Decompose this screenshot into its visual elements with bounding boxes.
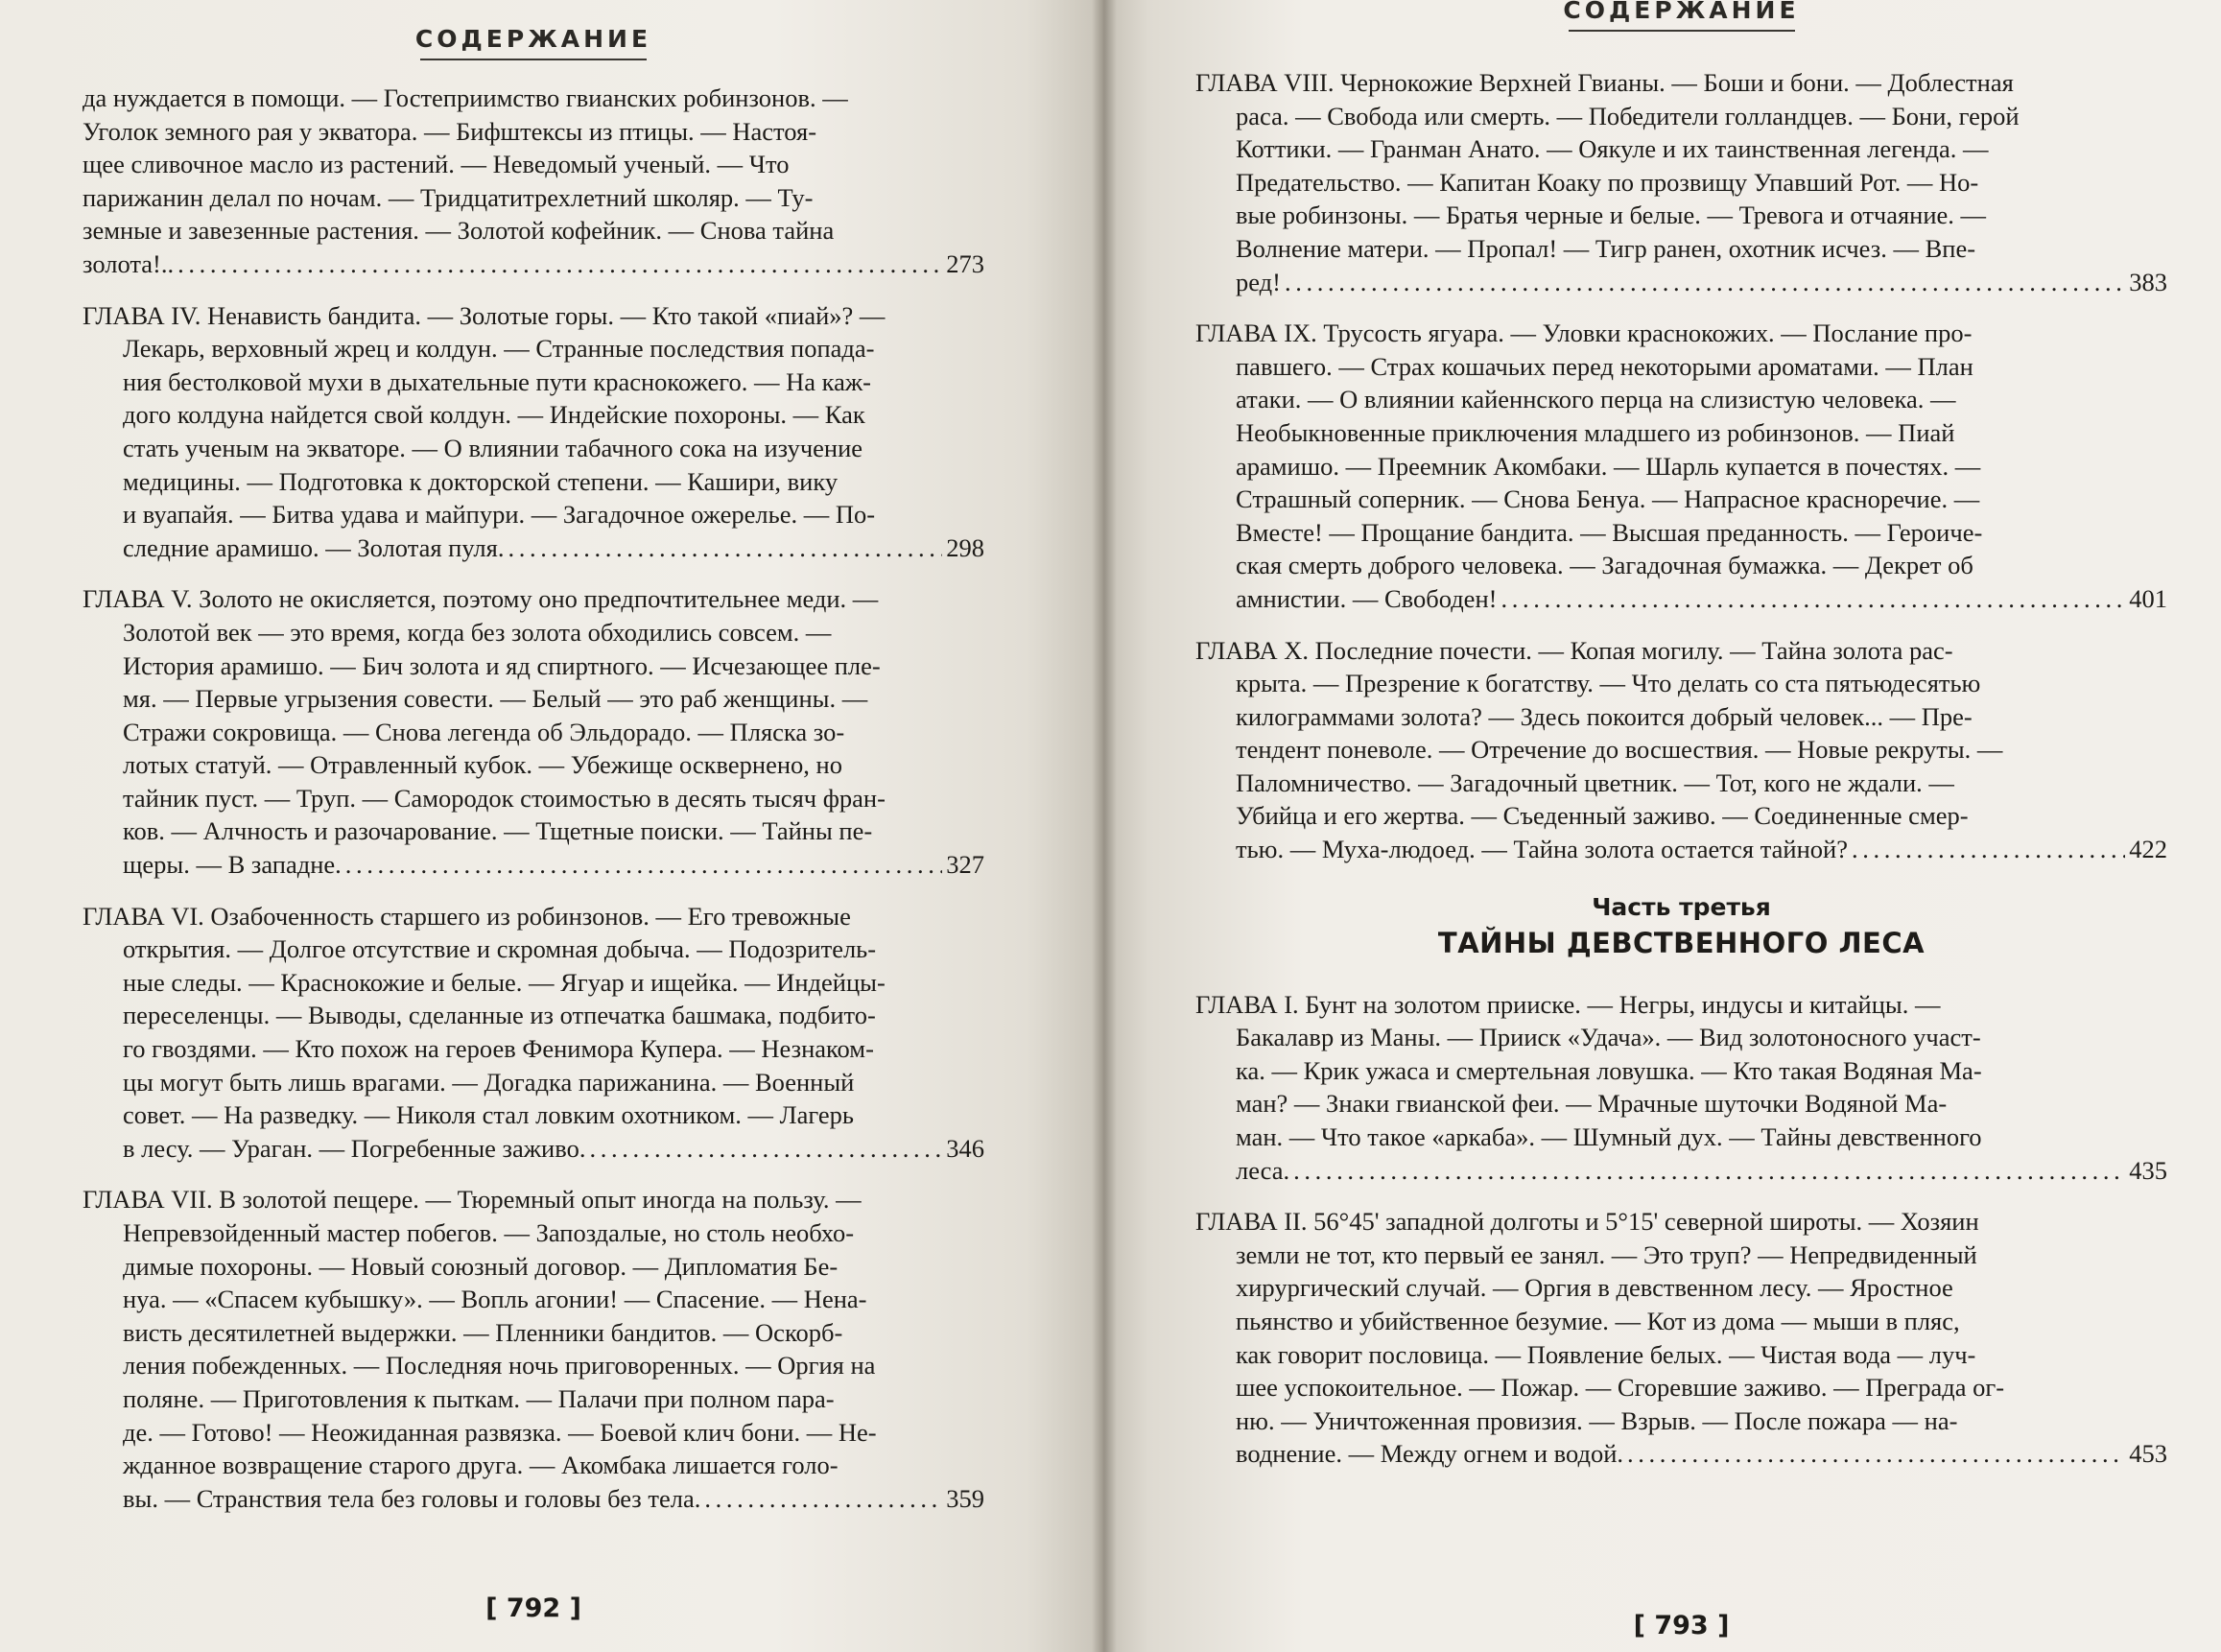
leader-dots <box>177 248 942 281</box>
toc-line: павшего. — Страх кошачьих перед некоторыми ароматами. — План <box>1236 351 1973 381</box>
toc-last-text: в лесу. — Ураган. — Погребенные заживо. <box>123 1133 586 1163</box>
toc-line: ГЛАВА I. Бунт на золотом прииске. — Негры, индусы и китайцы. — <box>1195 989 1941 1019</box>
toc-line: ления побежденных. — Последняя ночь приговоренных. — Оргия на <box>123 1351 876 1381</box>
page-number: 298 <box>946 532 984 562</box>
toc-line: нуа. — «Спасем кубышку». — Вопль агонии! — Спасение. — Нена- <box>123 1285 867 1314</box>
toc-line: Волнение матери. — Пропал! — Тигр ранен, охотник исчез. — Впе- <box>1236 233 1976 263</box>
toc-entry-part3-chapter-1 <box>1195 988 2167 1188</box>
toc-line-last <box>1195 1154 2167 1188</box>
toc-line: ГЛАВА VIII. Чернокожие Верхней Гвианы. — Боши и бони. — Доблестная <box>1195 68 2014 97</box>
toc-last-text: щеры. — В западне. <box>123 850 342 880</box>
page-number: 273 <box>946 248 984 278</box>
toc-line: поляне. — Приготовления к пыткам. — Палачи при полном пара- <box>123 1383 835 1413</box>
toc-last-text: тью. — Муха-людоед. — Тайна золота остается тайной? <box>1236 835 1848 864</box>
page-number: 359 <box>946 1483 984 1513</box>
toc-line: крыта. — Презрение к богатству. — Что делать со ста пятьюдесятью <box>1236 669 1981 698</box>
toc-last-text: ред! <box>1236 267 1281 296</box>
toc-line: стать ученым на экваторе. — О влиянии табачного сока на изучение <box>123 433 863 462</box>
toc-line: цы могут быть лишь врагами. — Догадка парижанина. — Военный <box>123 1067 855 1097</box>
toc-line: Уголок земного рая у экватора. — Бифштексы из птицы. — Настоя- <box>83 116 817 146</box>
running-head-rule-right <box>1569 30 1795 32</box>
leader-dots <box>508 531 942 565</box>
part-title: ТАЙНЫ ДЕВСТВЕННОГО ЛЕСА <box>1437 926 1926 959</box>
toc-line: парижанин делал по ночам. — Тридцатитрехлетний школяр. — Ту- <box>83 182 814 212</box>
running-head-right: СОДЕРЖАНИЕ <box>1563 0 1800 24</box>
toc-entry-chapter-6 <box>83 900 984 1166</box>
toc-line: Коттики. — Гранман Анато. — Оякуле и их таинственная легенда. — <box>1236 134 1989 164</box>
toc-entry-part3-chapter-2 <box>1195 1205 2167 1471</box>
page-number: 327 <box>946 850 984 880</box>
toc-line: совет. — На разведку. — Николя стал ловким охотником. — Лагерь <box>123 1100 855 1130</box>
toc-line: де. — Готово! — Неожиданная развязка. — Боевой клич бони. — Не- <box>123 1417 877 1447</box>
left-page <box>0 0 1103 1652</box>
leader-dots <box>1627 1437 2125 1471</box>
toc-entry-chapter-8 <box>1195 66 2167 298</box>
toc-line: ман. — Что такое «аркаба». — Шумный дух. — Тайны девственного <box>1236 1122 1982 1152</box>
part-label: Часть третья <box>1592 892 1771 921</box>
leader-dots <box>704 1482 942 1516</box>
page-folio-left: [ 792 ] <box>485 1593 581 1623</box>
toc-line: и вуапайя. — Битва удава и майпури. — Загадочное ожерелье. — По- <box>123 500 876 530</box>
toc-line: ГЛАВА IX. Трусость ягуара. — Уловки краснокожих. — Послание про- <box>1195 319 1973 348</box>
toc-line: щее сливочное масло из растений. — Неведомый ученый. — Что <box>83 150 790 179</box>
leader-dots <box>1293 1154 2125 1188</box>
toc-last-text: следние арамишо. — Золотая пуля. <box>123 532 505 562</box>
toc-entry-chapter-5 <box>83 582 984 881</box>
toc-line: Предательство. — Капитан Коаку по прозвищу Упавший Рот. — Но- <box>1236 167 1979 197</box>
toc-entry-chapter-9 <box>1195 317 2167 615</box>
toc-line: ГЛАВА VII. В золотой пещере. — Тюремный опыт иногда на пользу. — <box>83 1185 862 1215</box>
toc-line: килограммами золота? — Здесь покоится добрый человек... — Пре- <box>1236 701 1973 731</box>
toc-entry-continuation <box>83 82 984 281</box>
toc-line: Золотой век — это время, когда без золота обходились совсем. — <box>123 617 832 647</box>
toc-line-last <box>1195 266 2167 299</box>
toc-line: висть десятилетней выдержки. — Пленники бандитов. — Оскорб- <box>123 1317 843 1347</box>
toc-line: ГЛАВА X. Последние почести. — Копая могилу. — Тайна золота рас- <box>1195 635 1953 665</box>
toc-line: димые похороны. — Новый союзный договор. — Дипломатия Бе- <box>123 1251 839 1281</box>
toc-line: Вместе! — Прощание бандита. — Высшая преданность. — Героиче- <box>1236 517 1983 547</box>
toc-line-last <box>1195 582 2167 616</box>
toc-line: арамишо. — Преемник Акомбаки. — Шарль купается в почестях. — <box>1236 451 1981 481</box>
toc-entry-chapter-10 <box>1195 634 2167 866</box>
toc-line: ская смерть доброго человека. — Загадочная бумажка. — Декрет об <box>1236 551 1973 580</box>
toc-line: шее успокоительное. — Пожар. — Сгоревшие заживо. — Преграда ог- <box>1236 1373 2005 1403</box>
toc-line: ГЛАВА IV. Ненависть бандита. — Золотые горы. — Кто такой «пиай»? — <box>83 300 886 330</box>
toc-last-text: амнистии. — Свободен! <box>1236 583 1498 613</box>
toc-entry-chapter-7 <box>83 1183 984 1515</box>
toc-line: мя. — Первые угрызения совести. — Белый — это раб женщины. — <box>123 684 868 714</box>
toc-line: ния бестолковой мухи в дыхательные пути краснокожего. — На каж- <box>123 366 871 396</box>
toc-line: Лекарь, верховный жрец и колдун. — Странные последствия попада- <box>123 334 875 364</box>
toc-last-text: вы. — Странствия тела без головы и головы без тела. <box>123 1483 701 1513</box>
toc-line-last <box>83 848 984 882</box>
toc-line: ню. — Уничтоженная провизия. — Взрыв. — После пожара — на- <box>1236 1405 1958 1435</box>
toc-line: как говорит пословица. — Появление белых. — Чистая вода — луч- <box>1236 1339 1976 1369</box>
toc-line: ка. — Крик ужаса и смертельная ловушка. — Кто такая Водяная Ма- <box>1236 1055 1982 1085</box>
toc-line: го гвоздями. — Кто похож на героев Фенимора Купера. — Незнаком- <box>123 1034 874 1064</box>
toc-line: да нуждается в помощи. — Гостеприимство гвианских робинзонов. — <box>83 83 848 112</box>
toc-line: Паломничество. — Загадочный цветник. — Тот, кого не ждали. — <box>1236 767 1954 797</box>
toc-line: переселенцы. — Выводы, сделанные из отпечатка башмака, подбито- <box>123 1001 876 1030</box>
toc-line: ГЛАВА VI. Озабоченность старшего из робинзонов. — Его тревожные <box>83 901 851 931</box>
toc-line: тендент поневоле. — Отречение до восшествия. — Новые рекруты. — <box>1236 735 2003 765</box>
toc-line: атаки. — О влиянии кайеннского перца на слизистую человека. — <box>1236 385 1956 414</box>
right-page <box>1103 0 2221 1652</box>
toc-line: лотых статуй. — Отравленный кубок. — Убежище осквернено, но <box>123 750 842 780</box>
toc-last-text: леса. <box>1236 1155 1290 1185</box>
toc-last-text: золота!.. <box>83 248 175 278</box>
toc-line: Бакалавр из Маны. — Прииск «Удача». — Вид золотоносного участ- <box>1236 1023 1981 1052</box>
toc-line: ГЛАВА V. Золото не окисляется, поэтому оно предпочтительнее меди. — <box>83 584 879 614</box>
toc-line: ГЛАВА II. 56°45' западной долготы и 5°15' северной широты. — Хозяин <box>1195 1207 1979 1237</box>
toc-line-last <box>83 248 984 281</box>
page-number: 453 <box>2129 1439 2167 1469</box>
toc-line: ман? — Знаки гвианской феи. — Мрачные шуточки Водяной Ма- <box>1236 1089 1948 1119</box>
toc-line-last <box>1195 1437 2167 1471</box>
toc-left <box>83 82 984 1515</box>
toc-line: медицины. — Подготовка к докторской степени. — Кашири, вику <box>123 466 839 496</box>
toc-line: Убийца и его жертва. — Съеденный заживо. — Соединенные смер- <box>1236 801 1969 831</box>
toc-line: раса. — Свобода или смерть. — Победители голландцев. — Бони, герой <box>1236 101 2020 130</box>
toc-line-last <box>1195 833 2167 866</box>
toc-line: Стражи сокровища. — Снова легенда об Эльдорадо. — Пляска зо- <box>123 717 845 746</box>
toc-line: вые робинзоны. — Братья черные и белые. — Тревога и отчаяние. — <box>1236 201 1987 230</box>
leader-dots <box>1500 582 2125 616</box>
toc-right <box>1195 66 2167 1471</box>
toc-line: История арамишо. — Бич золота и яд спиртного. — Исчезающее пле- <box>123 650 881 680</box>
toc-line: земные и завезенные растения. — Золотой кофейник. — Снова тайна <box>83 216 835 246</box>
toc-line: жданное возвращение старого друга. — Акомбака лишается голо- <box>123 1451 839 1480</box>
toc-line: тайник пуст. — Труп. — Самородок стоимостью в десять тысяч фран- <box>123 783 886 813</box>
toc-line-last <box>83 531 984 565</box>
page-number: 422 <box>2129 835 2167 864</box>
toc-last-text: воднение. — Между огнем и водой. <box>1236 1439 1624 1469</box>
toc-line: открытия. — Долгое отсутствие и скромная добыча. — Подозритель- <box>123 934 877 964</box>
toc-line: Необыкновенные приключения младшего из робинзонов. — Пиай <box>1236 417 1955 447</box>
running-head-left: СОДЕРЖАНИЕ <box>414 25 652 53</box>
page-number: 401 <box>2129 583 2167 613</box>
page-number: 435 <box>2129 1155 2167 1185</box>
leader-dots <box>589 1132 942 1166</box>
page-number: 383 <box>2129 267 2167 296</box>
page-folio-right: [ 793 ] <box>1633 1611 1730 1640</box>
leader-dots <box>345 848 942 882</box>
book-gutter <box>1092 0 1117 1652</box>
toc-line: Страшный соперник. — Снова Бенуа. — Напрасное красноречие. — <box>1236 484 1980 514</box>
toc-line: дого колдуна найдется свой колдун. — Индейские похороны. — Как <box>123 400 865 430</box>
toc-line: пьянство и убийственное безумие. — Кот из дома — мыши в пляс, <box>1236 1307 1960 1335</box>
toc-line: хирургический случай. — Оргия в девственном лесу. — Яростное <box>1236 1273 1953 1303</box>
toc-line-last <box>83 1482 984 1516</box>
toc-line-last <box>83 1132 984 1166</box>
leader-dots <box>1285 266 2125 299</box>
running-head-rule-left <box>420 59 647 60</box>
toc-line: земли не тот, кто первый ее занял. — Это труп? — Непредвиденный <box>1236 1239 1977 1269</box>
toc-entry-chapter-4 <box>83 299 984 565</box>
leader-dots <box>1852 833 2125 866</box>
toc-line: ков. — Алчность и разочарование. — Тщетные поиски. — Тайны пе- <box>123 816 873 846</box>
toc-line: Непревзойденный мастер побегов. — Запоздалые, но столь необхо- <box>123 1218 855 1247</box>
toc-line: ные следы. — Краснокожие и белые. — Ягуар и ищейка. — Индейцы- <box>123 967 886 997</box>
page-number: 346 <box>946 1133 984 1163</box>
